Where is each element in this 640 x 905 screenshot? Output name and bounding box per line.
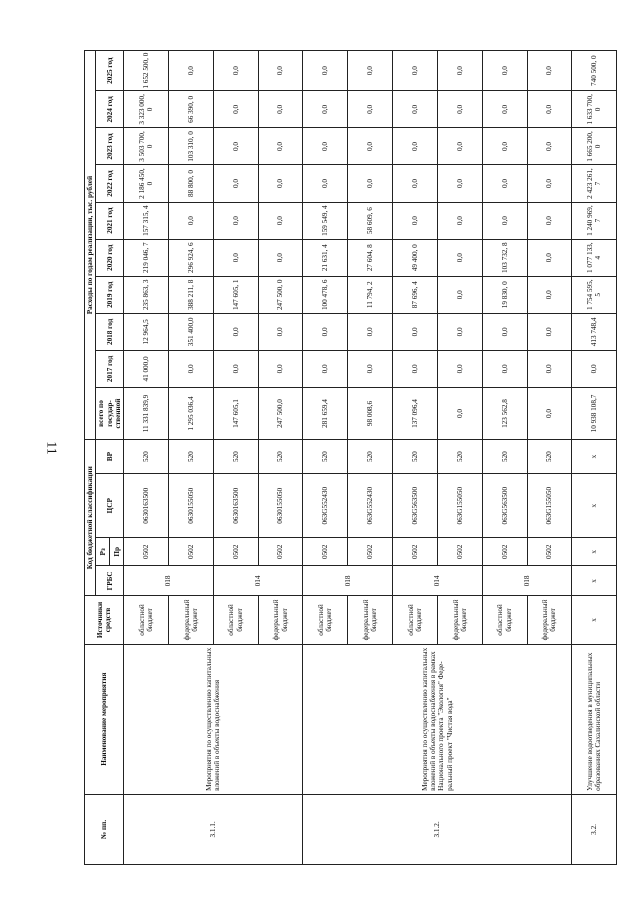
- cell-total: 247 500,0: [258, 387, 303, 439]
- cell-year: 0,0: [348, 165, 393, 202]
- cell-year: 0,0: [482, 128, 527, 165]
- cell-year: 103 732, 8: [482, 239, 527, 276]
- cell-source: федеральный бюджет: [437, 596, 482, 644]
- cell-year: 0,0: [303, 165, 348, 202]
- cell-year: 0,0: [437, 350, 482, 387]
- cell-year: 0,0: [258, 91, 303, 128]
- header-year: 2025 год: [96, 51, 124, 91]
- cell-year: 0,0: [482, 350, 527, 387]
- header-expenses: Расходы по годам реализации, тыс. рублей: [85, 51, 96, 440]
- page-number: 11: [43, 441, 59, 455]
- header-num: № пп.: [85, 794, 124, 864]
- cell-year: 0,0: [258, 202, 303, 239]
- cell-total: 10 938 108,7: [572, 387, 617, 439]
- header-year: 2017 год: [96, 350, 124, 387]
- cell-year: 0,0: [348, 313, 393, 350]
- budget-table: [84, 50, 617, 865]
- cell-year: 0,0: [213, 202, 258, 239]
- header-name: Наименование мероприятия: [85, 644, 124, 794]
- cell-year: 1 754 595, 5: [572, 276, 617, 313]
- cell-year: 66 390, 0: [168, 91, 213, 128]
- cell-year: 0,0: [393, 128, 438, 165]
- cell-source: x: [572, 596, 617, 644]
- cell-year: 351 400,0: [168, 313, 213, 350]
- header-year: 2018 год: [96, 313, 124, 350]
- row-name: Мероприятия по осуществлению капитальных вложений в объекты водоснабжения в рамках Национального проекта "Экология" Феде- ральный проект "Чистая вода": [303, 644, 572, 794]
- cell-year: 1 652 500, 0: [124, 51, 169, 91]
- cell-year: 58 609, 6: [348, 202, 393, 239]
- cell-year: 0,0: [527, 276, 572, 313]
- cell-csr: 0630163500: [213, 474, 258, 538]
- cell-vr: 520: [168, 440, 213, 474]
- cell-rz: 0502: [527, 538, 572, 566]
- cell-year: 0,0: [168, 350, 213, 387]
- cell-year: 0,0: [527, 51, 572, 91]
- cell-year: 0,0: [258, 350, 303, 387]
- cell-rz: 0502: [303, 538, 348, 566]
- cell-year: 157 315, 4: [124, 202, 169, 239]
- cell-year: 87 696, 4: [393, 276, 438, 313]
- cell-year: 0,0: [527, 128, 572, 165]
- cell-year: 0,0: [348, 51, 393, 91]
- cell-total: 0,0: [527, 387, 572, 439]
- table-row: [303, 51, 348, 865]
- cell-year: 0,0: [527, 202, 572, 239]
- rotated-page: [84, 50, 612, 865]
- header-year: 2021 год: [96, 202, 124, 239]
- cell-year: 0,0: [393, 51, 438, 91]
- cell-year: 0,0: [437, 51, 482, 91]
- cell-total: 147 605,1: [213, 387, 258, 439]
- cell-year: 1 665 200, 0: [572, 128, 617, 165]
- cell-year: 247 500, 0: [258, 276, 303, 313]
- row-name: Мероприятия по осуществлению капитальных вложений в объекты водоснабжения: [124, 644, 303, 794]
- cell-year: 0,0: [393, 350, 438, 387]
- cell-year: 159 549, 4: [303, 202, 348, 239]
- cell-year: 0,0: [393, 91, 438, 128]
- cell-grbs: 014: [213, 566, 303, 596]
- cell-year: 1 077 133, 4: [572, 239, 617, 276]
- cell-source: федеральный бюджет: [348, 596, 393, 644]
- cell-rz: 0502: [213, 538, 258, 566]
- cell-total: 1 295 036,4: [168, 387, 213, 439]
- header-source: Источники средств: [85, 596, 124, 644]
- cell-year: 296 924, 6: [168, 239, 213, 276]
- cell-year: 413 748,4: [572, 313, 617, 350]
- cell-vr: 520: [213, 440, 258, 474]
- cell-csr: 063G155050: [527, 474, 572, 538]
- cell-year: 0,0: [437, 239, 482, 276]
- cell-year: 0,0: [303, 313, 348, 350]
- header-rz: Рз: [96, 538, 110, 566]
- cell-year: 0,0: [258, 128, 303, 165]
- cell-total: 137 096,4: [393, 387, 438, 439]
- header-pr: Пр: [110, 538, 124, 566]
- table-row: [124, 51, 169, 865]
- cell-total: 11 331 839,9: [124, 387, 169, 439]
- cell-year: 88 800, 0: [168, 165, 213, 202]
- cell-year: 11 794, 2: [348, 276, 393, 313]
- cell-total: 0,0: [437, 387, 482, 439]
- row-name: Улучшение водоотведения в муниципальных образованиях Сахалинской области: [572, 644, 617, 794]
- cell-csr: 0630155050: [258, 474, 303, 538]
- cell-year: 0,0: [527, 91, 572, 128]
- cell-year: 27 604, 8: [348, 239, 393, 276]
- cell-year: 49 400, 0: [393, 239, 438, 276]
- cell-year: 0,0: [527, 239, 572, 276]
- cell-rz: 0502: [124, 538, 169, 566]
- cell-csr: 063G563500: [393, 474, 438, 538]
- cell-year: 0,0: [168, 51, 213, 91]
- cell-year: 0,0: [348, 91, 393, 128]
- cell-year: 0,0: [258, 165, 303, 202]
- header-grbs: ГРБС: [96, 566, 124, 596]
- cell-year: 0,0: [213, 313, 258, 350]
- header-year: 2022 год: [96, 165, 124, 202]
- cell-year: 0,0: [572, 350, 617, 387]
- cell-year: 100 478, 6: [303, 276, 348, 313]
- cell-year: 0,0: [303, 91, 348, 128]
- header-year: 2023 год: [96, 128, 124, 165]
- cell-year: 0,0: [213, 51, 258, 91]
- cell-rz: 0502: [482, 538, 527, 566]
- cell-source: областной бюджет: [213, 596, 258, 644]
- cell-grbs: x: [572, 566, 617, 596]
- cell-year: 0,0: [213, 91, 258, 128]
- cell-year: 0,0: [482, 313, 527, 350]
- cell-vr: 520: [303, 440, 348, 474]
- cell-csr: x: [572, 474, 617, 538]
- cell-source: областной бюджет: [303, 596, 348, 644]
- cell-year: 0,0: [437, 91, 482, 128]
- cell-csr: 063G563500: [482, 474, 527, 538]
- cell-year: 147 605, 1: [213, 276, 258, 313]
- cell-rz: 0502: [348, 538, 393, 566]
- cell-year: 0,0: [527, 165, 572, 202]
- cell-year: 0,0: [348, 350, 393, 387]
- cell-csr: 063G155050: [437, 474, 482, 538]
- cell-total: 98 008,6: [348, 387, 393, 439]
- cell-year: 21 631, 4: [303, 239, 348, 276]
- cell-csr: 0630155050: [168, 474, 213, 538]
- cell-rz: 0502: [168, 538, 213, 566]
- cell-year: 0,0: [437, 313, 482, 350]
- cell-vr: 520: [124, 440, 169, 474]
- cell-year: 0,0: [482, 202, 527, 239]
- cell-year: 0,0: [213, 165, 258, 202]
- table-row: [572, 51, 617, 865]
- cell-year: 1 240 969, 7: [572, 202, 617, 239]
- cell-grbs: 018: [303, 566, 393, 596]
- cell-year: 0,0: [437, 276, 482, 313]
- row-num: 3.2.: [572, 794, 617, 864]
- cell-grbs: 018: [482, 566, 572, 596]
- cell-total: 281 659,4: [303, 387, 348, 439]
- cell-year: 3 503 700, 0: [124, 128, 169, 165]
- cell-year: 103 310, 0: [168, 128, 213, 165]
- cell-year: 0,0: [213, 350, 258, 387]
- cell-year: 0,0: [437, 165, 482, 202]
- cell-year: 388 211, 8: [168, 276, 213, 313]
- cell-year: 0,0: [213, 128, 258, 165]
- cell-vr: 520: [393, 440, 438, 474]
- cell-total: 123 562,8: [482, 387, 527, 439]
- cell-year: 0,0: [213, 239, 258, 276]
- cell-year: 0,0: [437, 202, 482, 239]
- header-budget-code: Код бюджетной классификации: [85, 440, 96, 596]
- cell-csr: 0630163500: [124, 474, 169, 538]
- cell-source: федеральный бюджет: [527, 596, 572, 644]
- cell-year: 0,0: [258, 239, 303, 276]
- header-year: 2024 год: [96, 91, 124, 128]
- header-year: 2019 год: [96, 276, 124, 313]
- cell-year: 0,0: [258, 51, 303, 91]
- cell-vr: 520: [348, 440, 393, 474]
- header-year: 2020 год: [96, 239, 124, 276]
- cell-source: областной бюджет: [124, 596, 169, 644]
- cell-year: 0,0: [168, 202, 213, 239]
- cell-year: 0,0: [303, 51, 348, 91]
- cell-year: 219 046, 7: [124, 239, 169, 276]
- cell-year: 2 423 261, 7: [572, 165, 617, 202]
- cell-source: областной бюджет: [393, 596, 438, 644]
- header-csr: ЦСР: [96, 474, 124, 538]
- cell-year: 19 830, 0: [482, 276, 527, 313]
- cell-vr: 520: [527, 440, 572, 474]
- cell-year: 1 633 700, 0: [572, 91, 617, 128]
- cell-year: 0,0: [482, 91, 527, 128]
- header-total: всего по государ-ственной: [96, 387, 124, 439]
- cell-grbs: 018: [124, 566, 214, 596]
- cell-rz: 0502: [393, 538, 438, 566]
- cell-year: 0,0: [437, 128, 482, 165]
- cell-year: 0,0: [303, 350, 348, 387]
- cell-year: 0,0: [482, 51, 527, 91]
- cell-year: 235 863, 3: [124, 276, 169, 313]
- header-vr: ВР: [96, 440, 124, 474]
- row-num: 3.1.1.: [124, 794, 303, 864]
- cell-year: 0,0: [527, 313, 572, 350]
- row-num: 3.1.2.: [303, 794, 572, 864]
- cell-year: 0,0: [482, 165, 527, 202]
- cell-vr: 520: [258, 440, 303, 474]
- cell-year: 0,0: [393, 202, 438, 239]
- cell-rz: 0502: [258, 538, 303, 566]
- cell-year: 3 323 000, 0: [124, 91, 169, 128]
- cell-source: федеральный бюджет: [168, 596, 213, 644]
- cell-year: 41 000,0: [124, 350, 169, 387]
- cell-source: федеральный бюджет: [258, 596, 303, 644]
- cell-year: 0,0: [393, 165, 438, 202]
- cell-vr: x: [572, 440, 617, 474]
- cell-year: 12 964,5: [124, 313, 169, 350]
- cell-year: 0,0: [393, 313, 438, 350]
- cell-year: 0,0: [527, 350, 572, 387]
- cell-grbs: 014: [393, 566, 483, 596]
- cell-year: 0,0: [348, 128, 393, 165]
- cell-source: областной бюджет: [482, 596, 527, 644]
- cell-csr: 063G552430: [303, 474, 348, 538]
- cell-rz: 0502: [437, 538, 482, 566]
- cell-year: 740 500, 0: [572, 51, 617, 91]
- cell-vr: 520: [482, 440, 527, 474]
- cell-year: 0,0: [303, 128, 348, 165]
- cell-year: 0,0: [258, 313, 303, 350]
- cell-year: 2 186 450, 0: [124, 165, 169, 202]
- cell-csr: 063G552430: [348, 474, 393, 538]
- cell-rz: x: [572, 538, 617, 566]
- cell-vr: 520: [437, 440, 482, 474]
